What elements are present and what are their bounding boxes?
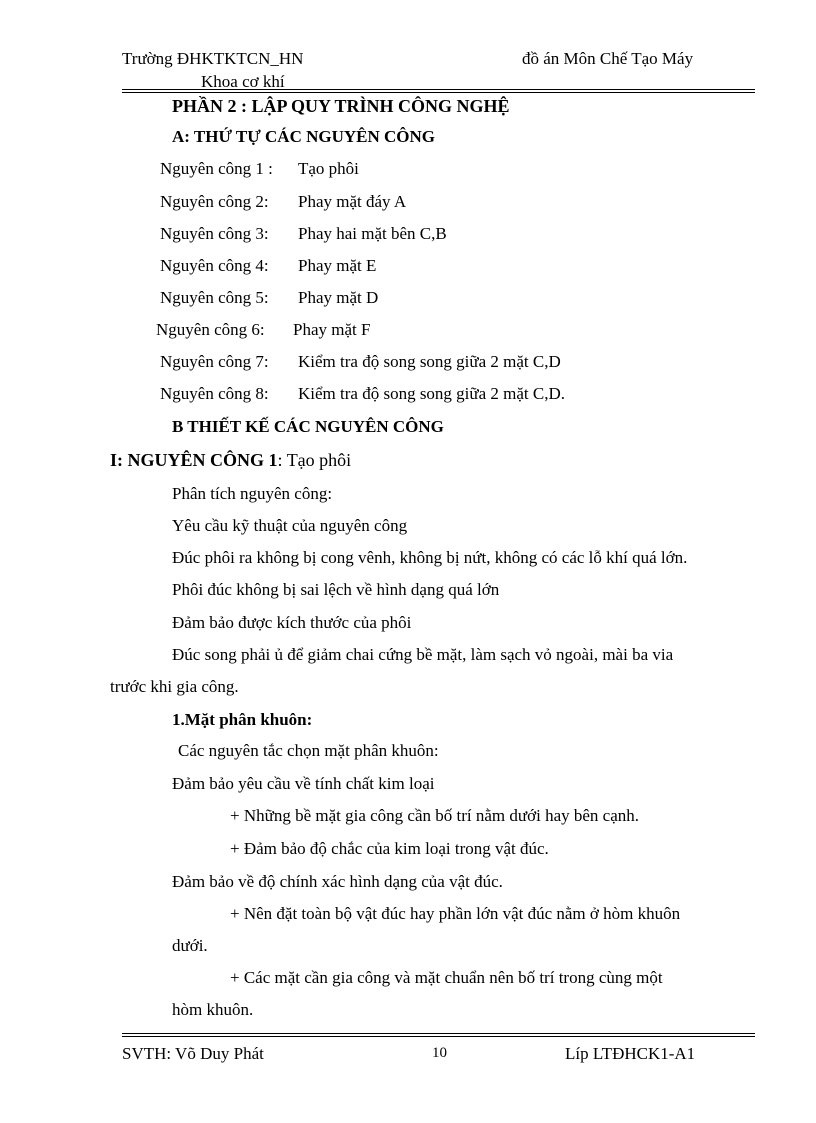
operation-desc: Phay mặt đáy A — [298, 192, 407, 211]
header-project: đồ án Môn Chế Tạo Máy — [522, 49, 694, 68]
operation-desc: Phay mặt F — [293, 320, 371, 339]
section-b-title: B THIẾT KẾ CÁC NGUYÊN CÔNG — [172, 417, 444, 436]
operation-desc: Tạo phôi — [298, 159, 359, 178]
paragraph-line: Đảm bảo được kích thước của phôi — [172, 613, 412, 632]
paragraph-line: Đúc phôi ra không bị cong vênh, không bị nứt, không có các lỗ khí quá lớn. — [172, 548, 688, 567]
header-faculty: Khoa cơ khí — [201, 72, 285, 91]
requirement-1-item: + Đảm bảo độ chắc của kim loại trong vật đúc. — [230, 839, 549, 858]
footer-student: SVTH: Võ Duy Phát — [122, 1044, 264, 1063]
paragraph-line: Phân tích nguyên công: — [172, 484, 333, 503]
header-rule-top — [122, 89, 755, 90]
operation-label: Nguyên công 5: — [160, 288, 269, 307]
operation-1-heading-bold: I: NGUYÊN CÔNG 1 — [110, 450, 278, 470]
requirement-2: Đảm bảo về độ chính xác hình dạng của vật đúc. — [172, 872, 503, 891]
operation-label: Nguyên công 3: — [160, 224, 269, 243]
operation-desc: Phay hai mặt bên C,B — [298, 224, 447, 243]
requirement-1: Đảm bảo yêu cầu về tính chất kim loại — [172, 774, 435, 793]
operation-1-heading — [110, 450, 351, 471]
part-title: PHẦN 2 : LẬP QUY TRÌNH CÔNG NGHỆ — [172, 96, 510, 116]
header-rule-bottom — [122, 92, 755, 93]
requirement-2-item: + Nên đặt toàn bộ vật đúc hay phần lớn vật đúc nằm ở hòm khuôn — [230, 904, 681, 923]
paragraph-line: Phôi đúc không bị sai lệch về hình dạng quá lớn — [172, 580, 500, 599]
operation-label: Nguyên công 4: — [160, 256, 269, 275]
operation-label: Nguyên công 2: — [160, 192, 269, 211]
operation-label: Nguyên công 7: — [160, 352, 269, 371]
operation-label: Nguyên công 8: — [160, 384, 269, 403]
section-a-title: A: THỨ TỰ CÁC NGUYÊN CÔNG — [172, 127, 436, 146]
operation-desc: Kiểm tra độ song song giữa 2 mặt C,D. — [298, 384, 566, 403]
requirement-2-item-cont: dưới. — [172, 936, 208, 955]
operation-1-heading-rest: : Tạo phôi — [277, 450, 352, 470]
header-school: Trường ĐHKTKTCN_HN — [122, 49, 304, 68]
paragraph-line: Yêu cầu kỹ thuật của nguyên công — [172, 516, 408, 535]
operation-label: Nguyên công 6: — [156, 320, 265, 339]
footer-rule-top — [122, 1033, 755, 1034]
requirement-2-item-cont: hòm khuôn. — [172, 1000, 254, 1019]
subsection-title: 1.Mặt phân khuôn: — [172, 710, 313, 729]
page-number: 10 — [432, 1045, 447, 1061]
operation-label: Nguyên công 1 : — [160, 159, 273, 178]
footer-class: Líp LTĐHCK1-A1 — [565, 1044, 696, 1063]
operation-desc: Kiểm tra độ song song giữa 2 mặt C,D — [298, 352, 561, 371]
paragraph-line: trước khi gia công. — [110, 677, 239, 696]
operation-desc: Phay mặt D — [298, 288, 379, 307]
paragraph-line: Đúc song phải ủ để giảm chai cứng bề mặt, làm sạch vỏ ngoài, mài ba via — [172, 645, 674, 664]
principles-intro: Các nguyên tắc chọn mặt phân khuôn: — [178, 741, 439, 760]
footer-rule-bottom — [122, 1036, 755, 1037]
requirement-2-item: + Các mặt cần gia công và mặt chuẩn nên bố trí trong cùng một — [230, 968, 663, 987]
operation-desc: Phay mặt E — [298, 256, 377, 275]
requirement-1-item: + Những bề mặt gia công cần bố trí nằm dưới hay bên cạnh. — [230, 806, 640, 825]
